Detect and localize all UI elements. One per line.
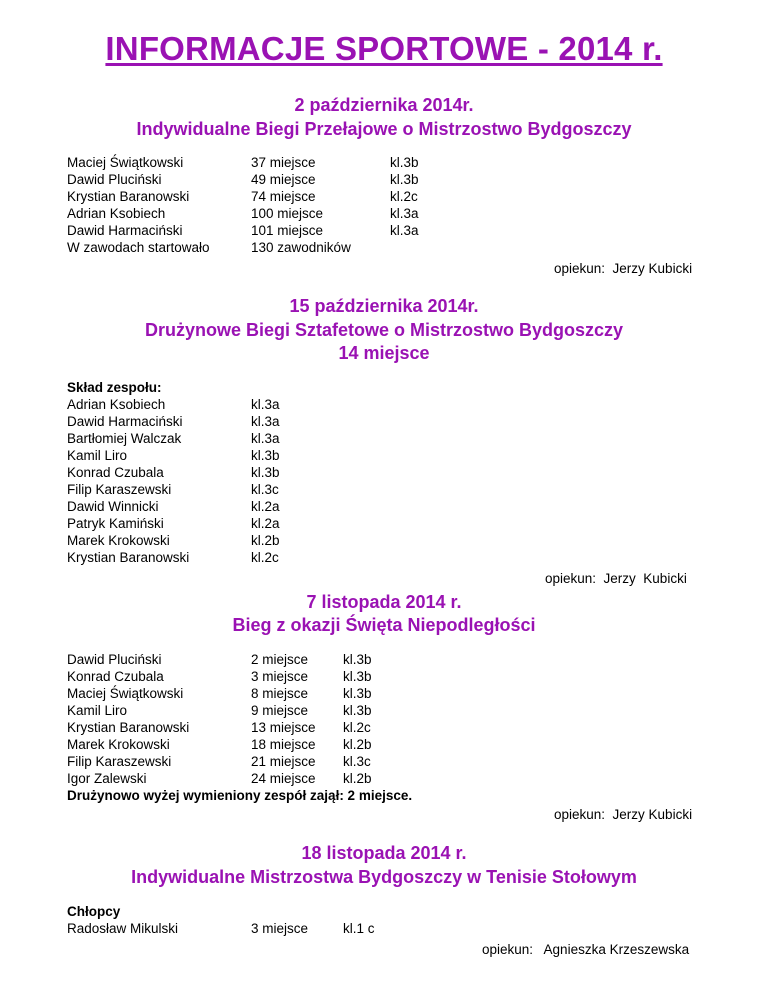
result-row — [67, 171, 490, 188]
athlete-name: Dawid Harmaciński — [67, 414, 183, 429]
athlete-name: Krystian Baranowski — [67, 720, 190, 735]
athlete-name: Dawid Pluciński — [67, 172, 162, 187]
athlete-class: kl.3b — [251, 465, 280, 480]
section-4-date: 18 listopada 2014 r. — [301, 843, 467, 863]
athlete-name: Maciej Świątkowski — [67, 686, 184, 701]
result-row — [67, 753, 443, 770]
athlete-place: 9 miejsce — [251, 703, 309, 718]
athlete-class: kl.2b — [343, 771, 372, 786]
result-row — [67, 719, 443, 736]
athlete-class: kl.3b — [343, 703, 372, 718]
participants-row — [67, 239, 490, 256]
result-row — [67, 222, 490, 239]
athlete-class: kl.2c — [390, 189, 418, 204]
section-4-supervisor: opiekun: Agnieszka Krzeszewska — [482, 942, 690, 957]
athlete-class: kl.3b — [343, 652, 372, 667]
participants-label: W zawodach startowało — [67, 240, 210, 255]
section-3-date: 7 listopada 2014 r. — [306, 592, 462, 612]
athlete-place: 8 miejsce — [251, 686, 309, 701]
athlete-name: Konrad Czubala — [67, 465, 164, 480]
team-member-row — [67, 481, 351, 498]
athlete-name: Maciej Świątkowski — [67, 155, 184, 170]
team-member-row — [67, 396, 351, 413]
result-row — [67, 702, 443, 719]
athlete-class: kl.3b — [343, 669, 372, 684]
result-row — [67, 770, 443, 787]
section-1-date: 2 października 2014r. — [294, 95, 474, 115]
result-row — [67, 685, 443, 702]
athlete-class: kl.3a — [251, 431, 280, 446]
athlete-name: Adrian Ksobiech — [67, 397, 166, 412]
result-row — [67, 668, 443, 685]
athlete-name: Krystian Baranowski — [67, 189, 190, 204]
athlete-class: kl.2c — [251, 550, 279, 565]
team-member-row — [67, 532, 351, 549]
athlete-class: kl.3b — [251, 448, 280, 463]
team-label: Skład zespołu: — [67, 380, 162, 395]
athlete-name: Marek Krokowski — [67, 737, 170, 752]
participants-count: 130 zawodników — [251, 240, 351, 255]
athlete-name: Adrian Ksobiech — [67, 206, 166, 221]
team-member-row — [67, 447, 351, 464]
athlete-place: 101 miejsce — [251, 223, 324, 238]
section-1-event: Indywidualne Biegi Przełajowe o Mistrzostwo Bydgoszczy — [136, 119, 632, 139]
athlete-place: 49 miejsce — [251, 172, 316, 187]
section-2-place: 14 miejsce — [338, 343, 430, 363]
athlete-class: kl.3a — [390, 206, 419, 221]
athlete-name: Patryk Kamiński — [67, 516, 164, 531]
athlete-class: kl.3b — [390, 155, 419, 170]
athlete-class: kl.2b — [251, 533, 280, 548]
section-1-supervisor: opiekun: Jerzy Kubicki — [554, 261, 693, 276]
athlete-name: Dawid Winnicki — [67, 499, 159, 514]
athlete-class: kl.1 c — [343, 921, 375, 936]
athlete-name: Dawid Harmaciński — [67, 223, 183, 238]
result-row — [67, 205, 490, 222]
result-row — [67, 736, 443, 753]
page-title: INFORMACJE SPORTOWE - 2014 r. — [105, 30, 663, 67]
section-4-event: Indywidualne Mistrzostwa Bydgoszczy w Tenisie Stołowym — [131, 867, 637, 887]
athlete-class: kl.3c — [343, 754, 371, 769]
section-4-results — [67, 903, 443, 937]
athlete-name: Bartłomiej Walczak — [67, 431, 182, 446]
athlete-place: 3 miejsce — [251, 669, 309, 684]
athlete-place: 3 miejsce — [251, 921, 309, 936]
athlete-name: Dawid Pluciński — [67, 652, 162, 667]
team-member-row — [67, 430, 351, 447]
team-result: Drużynowo wyżej wymieniony zespół zajął: 2 miejsce. — [67, 788, 413, 803]
result-row — [67, 920, 443, 937]
section-2-date: 15 października 2014r. — [289, 296, 479, 316]
athlete-name: Igor Zalewski — [67, 771, 147, 786]
section-2-supervisor: opiekun: Jerzy Kubicki — [545, 571, 687, 586]
athlete-place: 74 miejsce — [251, 189, 316, 204]
athlete-class: kl.2b — [343, 737, 372, 752]
athlete-class: kl.3b — [343, 686, 372, 701]
result-row — [67, 154, 490, 171]
team-member-row — [67, 413, 351, 430]
section-1-results — [67, 154, 490, 256]
section-3-results — [67, 651, 443, 804]
athlete-name: Konrad Czubala — [67, 669, 164, 684]
section-3-event: Bieg z okazji Święta Niepodległości — [232, 615, 536, 635]
athlete-class: kl.3a — [251, 397, 280, 412]
athlete-name: Radosław Mikulski — [67, 921, 179, 936]
athlete-place: 100 miejsce — [251, 206, 324, 221]
athlete-class: kl.2c — [343, 720, 371, 735]
athlete-name: Filip Karaszewski — [67, 482, 172, 497]
athlete-place: 37 miejsce — [251, 155, 316, 170]
athlete-place: 13 miejsce — [251, 720, 316, 735]
team-member-row — [67, 464, 351, 481]
athlete-class: kl.2a — [251, 499, 280, 514]
athlete-name: Filip Karaszewski — [67, 754, 172, 769]
team-member-row — [67, 498, 351, 515]
team-member-row — [67, 549, 351, 566]
section-3-supervisor: opiekun: Jerzy Kubicki — [554, 807, 693, 822]
athlete-place: 2 miejsce — [251, 652, 309, 667]
section-2-event: Drużynowe Biegi Sztafetowe o Mistrzostwo Bydgoszczy — [144, 320, 624, 340]
athlete-name: Kamil Liro — [67, 703, 128, 718]
athlete-class: kl.3b — [390, 172, 419, 187]
athlete-class: kl.3a — [390, 223, 419, 238]
category-label: Chłopcy — [67, 904, 121, 919]
athlete-class: kl.3c — [251, 482, 279, 497]
athlete-place: 18 miejsce — [251, 737, 316, 752]
result-row — [67, 188, 490, 205]
section-2-team — [67, 379, 351, 566]
athlete-class: kl.2a — [251, 516, 280, 531]
athlete-name: Marek Krokowski — [67, 533, 170, 548]
athlete-name: Kamil Liro — [67, 448, 128, 463]
result-row — [67, 651, 443, 668]
athlete-place: 24 miejsce — [251, 771, 316, 786]
team-member-row — [67, 515, 351, 532]
athlete-class: kl.3a — [251, 414, 280, 429]
athlete-place: 21 miejsce — [251, 754, 316, 769]
athlete-name: Krystian Baranowski — [67, 550, 190, 565]
